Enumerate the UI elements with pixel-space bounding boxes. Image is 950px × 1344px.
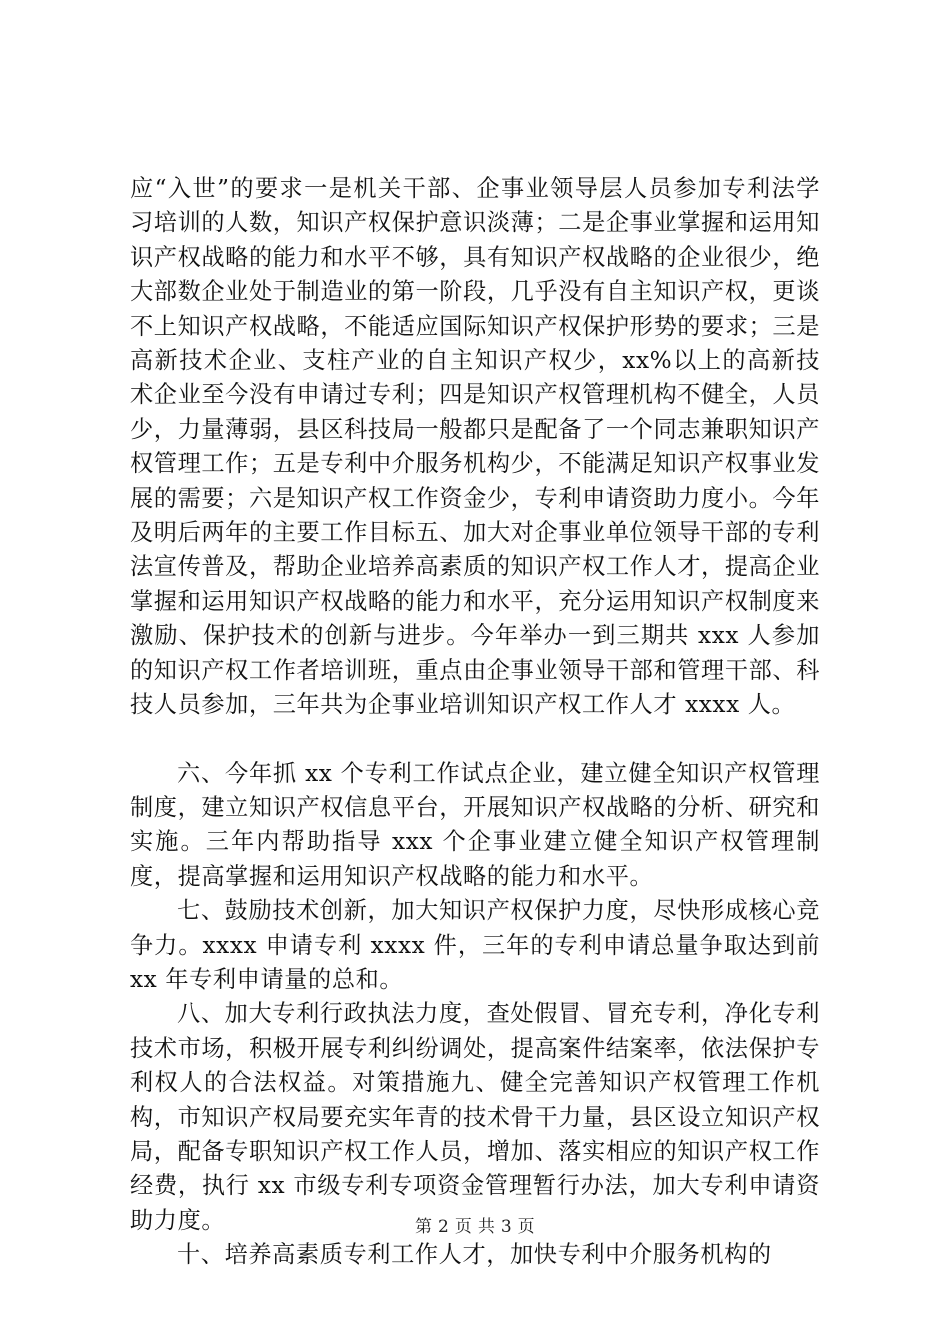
paragraph-gap xyxy=(130,723,820,757)
document-body xyxy=(130,172,820,1273)
paragraph-item-six: 六、今年抓 xx 个专利工作试点企业，建立健全知识产权管理制度，建立知识产权信息平台，开展知识产权战略的分析、研究和实施。三年内帮助指导 xxx 个企事业建立健全知识产权管理制度，提高掌握和运用知识产权战略的能力和水平。 xyxy=(130,759,820,890)
paragraph-item-ten: 十、培养高素质专利工作人才，加快专利中介服务机构的 xyxy=(177,1241,772,1269)
page-number-footer: 第 2 页 共 3 页 xyxy=(415,1217,535,1237)
paragraph-problems: 应“入世”的要求一是机关干部、企事业领导层人员参加专利法学习培训的人数，知识产权保护意识淡薄；二是企事业掌握和运用知识产权战略的能力和水平不够，具有知识产权战略的企业很少，绝大部数企业处于制造业的第一阶段，几乎没有自主知识产权，更谈不上知识产权战略，不能适应国际知识产权保护形势的要求；三是高新技术企业、支柱产业的自主知识产权少，xx%以上的高新技术企业至今没有申请过专利；四是知识产权管理机构不健全，人员少，力量薄弱，县区科技局一般都只是配备了一个同志兼职知识产权管理工作；五是专利中介服务机构少，不能满足知识产权事业发展的需要；六是知识产权工作资金少，专利申请资助力度小。今年及明后两年的主要工作目标五、加大对企事业单位领导干部的专利法宣传普及，帮助企业培养高素质的知识产权工作人才，提高企业掌握和运用知识产权战略的能力和水平，充分运用知识产权制度来激励、保护技术的创新与进步。今年举办一到三期共 xxx 人参加的知识产权工作者培训班，重点由企事业领导干部和管理干部、科技人员参加，三年共为企事业培训知识产权工作人才 xxxx 人。 xyxy=(130,175,820,719)
paragraph-item-eight: 八、加大专利行政执法力度，查处假冒、冒充专利，净化专利技术市场，积极开展专利纠纷调处，提高案件结案率，依法保护专利权人的合法权益。对策措施九、健全完善知识产权管理工作机构，市知识产权局要充实年青的技术骨干力量，县区设立知识产权局，配备专职知识产权工作人员，增加、落实相应的知识产权工作经费，执行 xx 市级专利专项资金管理暂行办法，加大专利申请资助力度。 xyxy=(130,1000,820,1234)
paragraph-item-seven: 七、鼓励技术创新，加大知识产权保护力度，尽快形成核心竞争力。xxxx 申请专利 xxxx 件，三年的专利申请总量争取达到前 xx 年专利申请量的总和。 xyxy=(130,897,820,993)
